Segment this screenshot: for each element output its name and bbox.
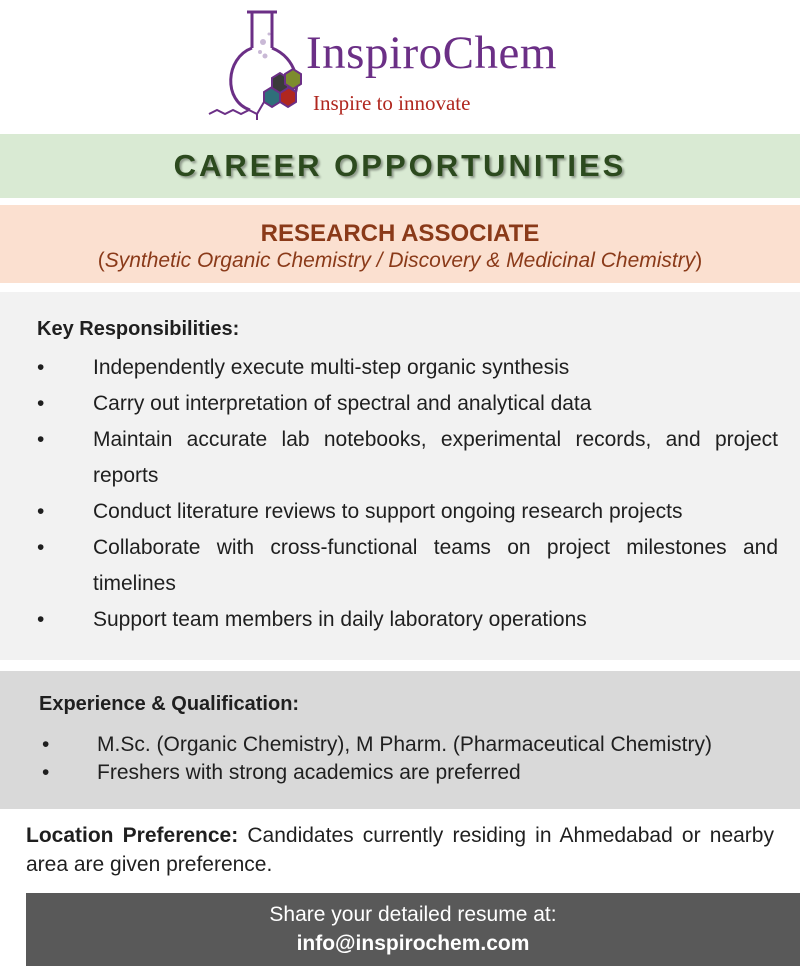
responsibilities-list bbox=[37, 350, 778, 638]
list-item-text: Collaborate with cross-functional teams on project milestones and timelines bbox=[93, 536, 778, 595]
career-title: CAREER OPPORTUNITIES bbox=[173, 148, 627, 183]
experience-list bbox=[42, 731, 782, 787]
experience-section bbox=[0, 671, 800, 809]
career-banner bbox=[0, 134, 800, 198]
experience-heading: Experience & Qualification: bbox=[39, 693, 300, 715]
brand-tagline: Inspire to innovate bbox=[313, 91, 471, 115]
role-subtitle-close: ) bbox=[695, 249, 703, 272]
header bbox=[0, 0, 800, 132]
footer bbox=[26, 893, 800, 966]
list-item bbox=[42, 759, 782, 787]
responsibilities-heading: Key Responsibilities: bbox=[37, 318, 240, 340]
role-subtitle-open: ( bbox=[97, 249, 105, 272]
role-subtitle-text: Synthetic Organic Chemistry / Discovery & Medicinal Chemistry bbox=[104, 249, 696, 272]
role-subtitle bbox=[0, 249, 800, 273]
bullet-icon: • bbox=[37, 500, 45, 523]
contact-email-link[interactable]: info@inspirochem.com bbox=[296, 932, 530, 955]
list-item-text: Carry out interpretation of spectral and analytical data bbox=[93, 392, 592, 415]
role-title: RESEARCH ASSOCIATE bbox=[260, 220, 540, 247]
list-item-text: Maintain accurate lab notebooks, experimental records, and project reports bbox=[93, 428, 778, 487]
role-banner bbox=[0, 205, 800, 283]
list-item-text: Freshers with strong academics are preferred bbox=[97, 761, 521, 784]
list-item-text: Support team members in daily laboratory operations bbox=[93, 608, 587, 631]
list-item-text: M.Sc. (Organic Chemistry), M Pharm. (Pharmaceutical Chemistry) bbox=[97, 733, 712, 756]
footer-instruction: Share your detailed resume at: bbox=[269, 903, 557, 926]
location-text: Candidates currently residing in Ahmedabad or nearby area are given preference. bbox=[26, 824, 774, 876]
list-item-text: Independently execute multi-step organic synthesis bbox=[93, 356, 570, 379]
list-item bbox=[42, 731, 782, 759]
bullet-icon: • bbox=[37, 392, 45, 415]
list-item bbox=[37, 350, 778, 386]
bullet-icon: • bbox=[37, 536, 45, 559]
list-item bbox=[37, 494, 778, 530]
brand-name: InspiroChem bbox=[306, 27, 557, 79]
location-preference bbox=[26, 821, 774, 879]
responsibilities-section bbox=[0, 292, 800, 660]
flask-logo-icon bbox=[205, 6, 315, 122]
bullet-icon: • bbox=[37, 356, 45, 379]
bullet-icon: • bbox=[42, 733, 50, 756]
bullet-icon: • bbox=[42, 761, 50, 784]
list-item bbox=[37, 602, 778, 638]
list-item bbox=[37, 422, 778, 494]
list-item-text: Conduct literature reviews to support ongoing research projects bbox=[93, 500, 683, 523]
bullet-icon: • bbox=[37, 608, 45, 631]
location-label: Location Preference: bbox=[26, 824, 239, 847]
list-item bbox=[37, 530, 778, 602]
list-item bbox=[37, 386, 778, 422]
bullet-icon: • bbox=[37, 428, 45, 451]
